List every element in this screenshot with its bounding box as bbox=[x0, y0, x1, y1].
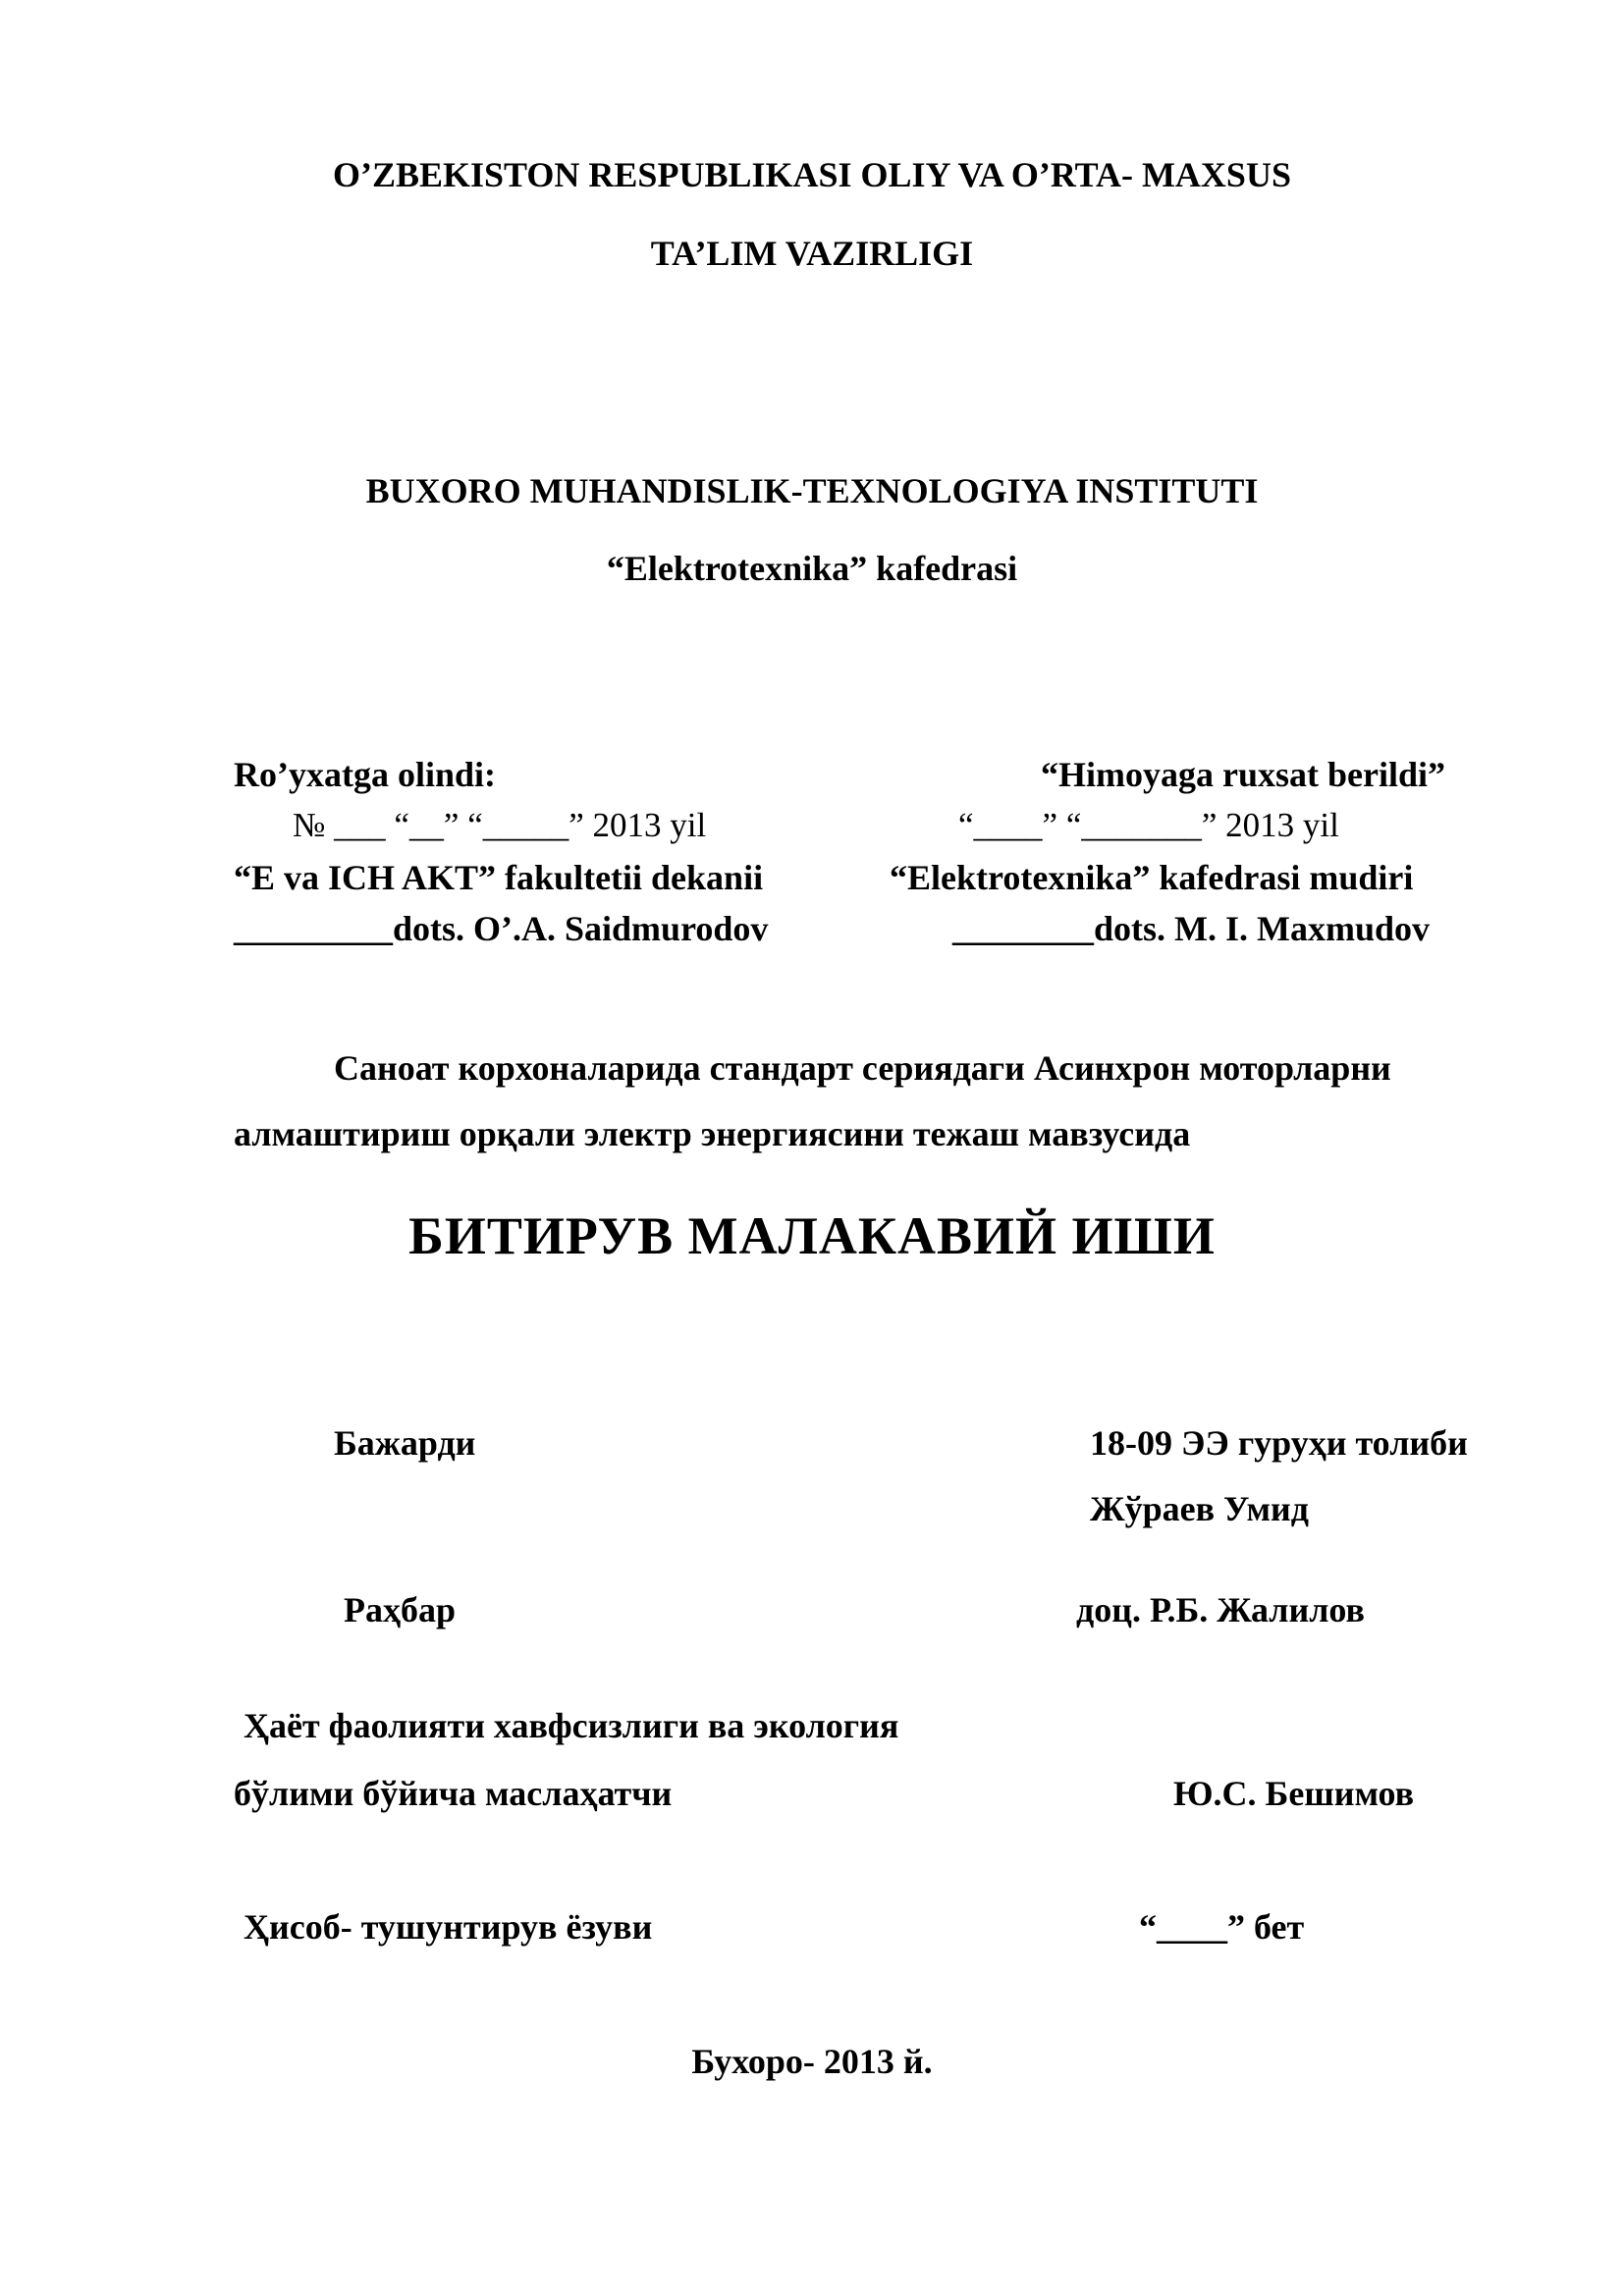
city-year: Бухоро- 2013 й. bbox=[691, 2042, 933, 2081]
work-title: БИТИРУВ МАЛАКАВИЙ ИШИ bbox=[408, 1206, 1216, 1265]
ministry-title-line2: TA’LIM VAZIRLIGI bbox=[650, 234, 974, 273]
head-of-department-signature: ________dots. M. I. Maxmudov bbox=[952, 909, 1431, 948]
performed-group: 18-09 ЭЭ гуруҳи толиби bbox=[1090, 1423, 1468, 1463]
registration-heading: Ro’yxatga olindi: bbox=[234, 755, 497, 794]
safety-consultant-name: Ю.С. Бешимов bbox=[1173, 1774, 1415, 1813]
report-pages: “____” бет bbox=[1139, 1907, 1305, 1947]
defense-date-line: “____” “_______” 2013 yil bbox=[958, 806, 1339, 844]
supervisor-name: доц. Р.Б. Жалилов bbox=[1076, 1590, 1365, 1629]
topic-line2: алмаштириш орқали электр энергиясини тежаш мавзусида bbox=[234, 1114, 1191, 1153]
head-of-department-position: “Elektrotexnika” kafedrasi mudiri bbox=[890, 858, 1414, 897]
dean-signature: _________dots. O’.A. Saidmurodov bbox=[234, 909, 769, 948]
performed-label: Бажарди bbox=[334, 1423, 476, 1463]
performed-name: Жўраев Умид bbox=[1090, 1489, 1309, 1528]
registration-number-line: № ___ “__” “_____” 2013 yil bbox=[293, 806, 707, 844]
report-label: Ҳисоб- тушунтирув ёзуви bbox=[244, 1907, 653, 1947]
supervisor-label: Раҳбар bbox=[344, 1590, 457, 1629]
department-name: “Elektrotexnika” kafedrasi bbox=[606, 549, 1018, 588]
topic-line1: Саноат корхоналарида стандарт сериядаги Асинхрон моторларни bbox=[334, 1048, 1391, 1088]
safety-consultant-label-line1: Ҳаёт фаолияти хавфсизлиги ва экология bbox=[244, 1706, 899, 1745]
dean-position: “E va ICH AKT” fakultetii dekanii bbox=[234, 858, 764, 897]
ministry-title-line1: O’ZBEKISTON RESPUBLIKASI OLIY VA O’RTA- MAXSUS bbox=[333, 155, 1291, 194]
institute-name: BUXORO MUHANDISLIK-TEXNOLOGIYA INSTITUTI bbox=[365, 471, 1259, 510]
safety-consultant-label-line2: бўлими бўйича маслаҳатчи bbox=[234, 1774, 673, 1813]
defense-approval-heading: “Himoyaga ruxsat berildi” bbox=[1041, 755, 1445, 794]
